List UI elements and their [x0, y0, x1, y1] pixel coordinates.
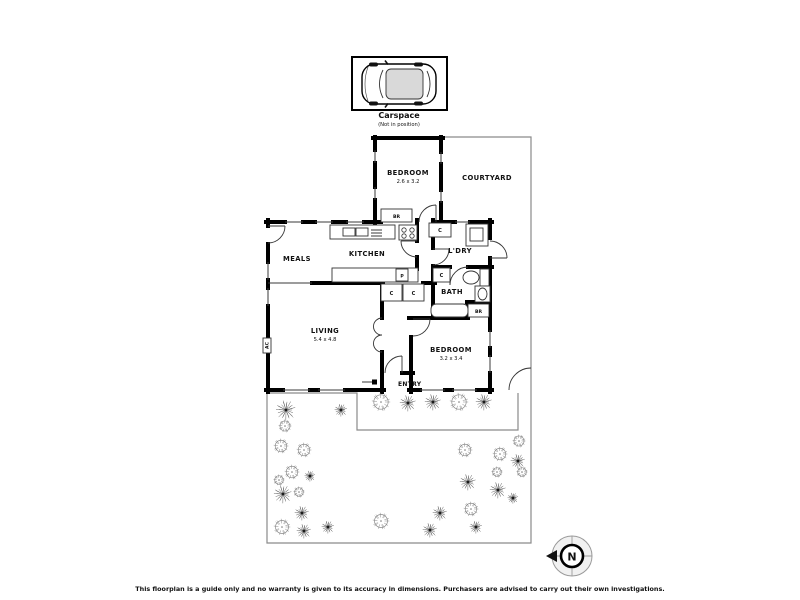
cupboard-box-2 — [403, 284, 424, 301]
room-label-courtyard: COURTYARD — [462, 174, 512, 182]
shrub — [400, 395, 416, 411]
shrub — [450, 393, 468, 411]
entry-marker — [362, 380, 377, 385]
disclaimer-text: This floorplan is a guide only and no warranty is given to its accuracy in dimensions. Purchasers are advised to carry out their own investigations. — [135, 585, 665, 593]
cupboard-label-1: C — [389, 291, 394, 297]
laundry-trough-icon — [466, 224, 488, 246]
shrub — [285, 465, 300, 479]
bedroom1-fixtures — [381, 209, 412, 222]
room-label-laundry: L'DRY — [448, 247, 472, 255]
room-label-bath: BATH — [441, 288, 463, 296]
shrub — [294, 487, 305, 498]
toilet-icon — [463, 269, 489, 286]
shrub — [297, 443, 312, 457]
shrub — [513, 435, 526, 448]
shrub — [276, 401, 295, 421]
shrub — [274, 519, 291, 535]
property-boundary — [267, 137, 531, 543]
carspace-label: Carspace — [378, 111, 420, 120]
robe-label-1: BR — [392, 215, 401, 220]
basin-icon — [475, 286, 490, 302]
bathtub-icon — [431, 304, 468, 317]
room-label-living: LIVING — [310, 327, 340, 335]
shrub — [476, 394, 492, 410]
shrub — [322, 521, 334, 533]
room-label-bedroom1: BEDROOM — [387, 169, 429, 177]
room-label-meals: MEALS — [283, 255, 311, 263]
meals-door — [268, 226, 285, 243]
compass-north-arrow — [546, 550, 557, 562]
shrub — [279, 420, 292, 433]
shrub — [464, 502, 479, 516]
side-gate-arc — [509, 368, 531, 390]
room-dims-bedroom1: 2.6 x 3.2 — [396, 179, 420, 185]
shrub — [274, 475, 285, 486]
room-label-entry: ENTRY — [398, 381, 422, 388]
aircon-unit — [263, 338, 271, 353]
robe-box-bedroom1 — [381, 209, 412, 222]
cupboard-box-1 — [381, 284, 402, 301]
cupboard-box-4 — [433, 268, 450, 282]
car-icon — [362, 61, 436, 108]
stove-icon — [399, 225, 417, 240]
robe-label-2: BR — [474, 310, 483, 315]
cupboard-label-3: C — [438, 228, 442, 234]
laundry-door — [433, 249, 449, 265]
cupboard-label-4: C — [439, 273, 444, 279]
living-fixtures — [263, 338, 271, 353]
room-dims-living: 5.4 x 4.8 — [313, 337, 337, 343]
cupboard-label-2: C — [411, 291, 416, 297]
shrub — [517, 467, 528, 478]
garden-shrubs — [274, 393, 528, 539]
shrub — [458, 443, 473, 457]
bedroom2-door — [413, 319, 430, 336]
shrub — [372, 393, 390, 411]
shrub — [335, 404, 347, 416]
shrub — [470, 521, 482, 533]
kitchen-door — [401, 241, 417, 257]
shrub — [425, 394, 441, 410]
shrub — [274, 485, 291, 503]
room-label-kitchen: KITCHEN — [348, 250, 386, 258]
shrub — [460, 474, 476, 490]
cupboard-box-3 — [429, 223, 451, 237]
shrub — [295, 506, 309, 520]
room-label-bedroom2: BEDROOM — [430, 346, 472, 354]
robe-box-bath — [468, 304, 489, 317]
shrub — [373, 513, 390, 529]
aircon-label: AC — [265, 342, 271, 349]
carspace-note: (Not in position) — [378, 122, 420, 128]
pantry-box — [396, 269, 408, 281]
room-dims-bedroom2: 3.2 x 3.4 — [439, 356, 463, 362]
shrub — [508, 493, 518, 504]
shrub — [305, 471, 315, 482]
shrub — [274, 439, 289, 453]
shrub — [492, 467, 503, 478]
carspace-group — [352, 57, 447, 128]
kitchen-fixtures — [330, 225, 424, 301]
laundry-external-door — [490, 241, 507, 258]
shrub — [297, 524, 311, 538]
shrub — [433, 506, 447, 520]
shrub — [490, 482, 506, 498]
entry-door — [385, 356, 402, 373]
pantry-label: P — [400, 274, 404, 280]
compass-north-label: N — [567, 550, 577, 564]
living-french-doors — [374, 318, 383, 352]
shrub — [511, 454, 525, 468]
compass-icon — [546, 536, 592, 576]
shrub — [493, 447, 508, 461]
shrub — [423, 523, 437, 537]
